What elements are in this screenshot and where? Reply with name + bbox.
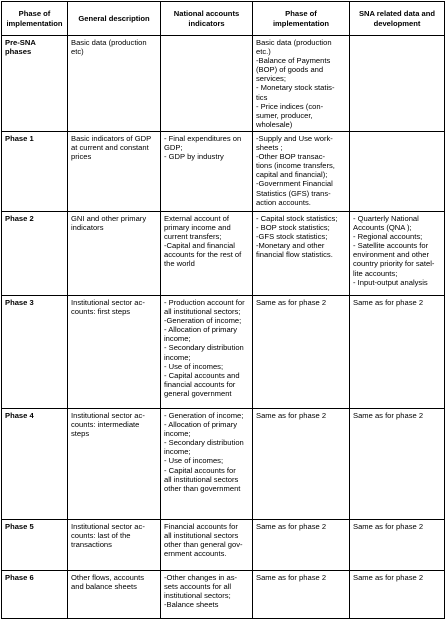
cell-line: - Secondary distribution [164,438,244,448]
cell-line: etc.) [256,47,271,57]
cell-line: - Final expenditures on [164,133,242,143]
table-row [2,295,445,408]
cell-line: Same as for phase 2 [353,297,424,307]
cell-line: -Government Financial [256,179,333,189]
phase-cell [2,131,68,211]
phase-cell [2,570,68,618]
header-general-description [68,2,161,36]
implementation-cell [253,519,350,570]
header-line: implementation [272,18,330,28]
cell-line: Accounts (QNA ); [353,223,412,233]
sna-related-cell [350,36,445,132]
cell-line: - Regional accounts; [353,232,423,242]
cell-line: income; [164,429,191,439]
cell-line: -Other changes in as- [164,572,238,582]
cell-line: counts: first steps [71,307,131,317]
cell-line: - GDP by industry [164,152,224,162]
cell-line: - Capital accounts and [164,370,240,380]
header-phase [2,2,68,36]
header-line: indicators [188,18,225,28]
cell-line: transactions [71,540,112,550]
sna-related-cell [350,131,445,211]
cell-line: Institutional sector ac- [71,297,145,307]
implementation-cell [253,211,350,295]
cell-line: - Monetary stock statis- [256,83,335,93]
cell-line: financial accounts for [164,379,236,389]
indicators-cell [161,36,253,132]
phase-cell [2,295,68,408]
cell-line: lite accounts; [353,268,398,278]
cell-line: - Use of incomes; [164,456,224,466]
general-description-cell [68,519,161,570]
general-description-cell [68,211,161,295]
cell-line: counts: last of the [71,531,131,541]
implementation-cell [253,570,350,618]
cell-line: phases [5,47,32,57]
sna-related-cell [350,570,445,618]
cell-line: country priority for satel- [353,259,435,269]
header-line: Phase of [285,9,317,19]
cell-line: Basic data (production [71,38,147,47]
cell-line: Phase 4 [5,410,34,420]
header-line: development [373,18,421,28]
cell-line: other than general gov- [164,540,243,550]
general-description-cell [68,131,161,211]
sna-related-cell [350,408,445,519]
cell-line: income; [164,334,191,344]
cell-line: Phase 1 [5,133,34,143]
implementation-cell [253,295,350,408]
cell-line: GNI and other primary [71,213,147,223]
header-line: SNA related data and [358,9,436,19]
general-description-cell [68,408,161,519]
sna-related-cell [350,211,445,295]
cell-line: environment and other [353,250,429,260]
cell-line: - Capital accounts for [164,465,236,475]
cell-line: Financial accounts for [164,521,238,531]
cell-line: Same as for phase 2 [256,410,327,420]
cell-line: -Supply and Use work- [256,133,333,143]
cell-line: Same as for phase 2 [353,572,424,582]
cell-line: wholesale) [256,119,293,129]
cell-line: tics [256,92,268,102]
cell-line: (BOP) of goods and [256,65,324,75]
indicators-cell [161,408,253,519]
cell-line: accounts for the rest of [164,250,242,260]
cell-line: -Balance of Payments [256,56,331,66]
table-row [2,519,445,570]
cell-line: Institutional sector ac- [71,521,145,531]
header-line: implementation [6,18,63,28]
cell-line: -Generation of income; [164,316,242,326]
cell-line: -Balance sheets [164,600,219,610]
table-row [2,408,445,519]
cell-line: - Use of incomes; [164,361,224,371]
implementation-cell [253,36,350,132]
header-row [2,2,445,36]
indicators-cell [161,519,253,570]
sna-related-cell [350,295,445,408]
phase-cell [2,36,68,132]
cell-line: prices [71,152,92,162]
cell-line: External account of [164,213,230,223]
cell-line: Basic data (production [256,38,332,47]
cell-line: tions (income transfers, [256,161,335,171]
cell-line: Same as for phase 2 [256,297,327,307]
cell-line: all institutional sectors; [164,307,241,317]
cell-line: -GFS stock statistics; [256,232,328,242]
indicators-cell [161,131,253,211]
phase-cell [2,211,68,295]
cell-line: sets accounts for all [164,582,232,592]
cell-line: sumer, producer, [256,110,313,120]
cell-line: all institutional sectors [164,474,239,484]
cell-line: - Secondary distribution [164,343,244,353]
table-row [2,131,445,211]
cell-line: Phase 5 [5,521,34,531]
table-row [2,570,445,618]
sna-phases-table [1,1,445,619]
cell-line: Same as for phase 2 [256,521,327,531]
cell-line: - Allocation of primary [164,325,238,335]
cell-line: all institutional sectors [164,531,239,541]
cell-line: - Input-output analysis [353,277,428,287]
cell-line: Phase 6 [5,572,34,582]
cell-line: Institutional sector ac- [71,410,145,420]
header-phase-implementation [253,2,350,36]
indicators-cell [161,570,253,618]
general-description-cell [68,295,161,408]
cell-line: Statistics (GFS) trans- [256,188,331,198]
cell-line: - Capital stock statistics; [256,213,338,223]
header-sna-related-data [350,2,445,36]
cell-line: -Capital and financial [164,241,235,251]
cell-line: Pre-SNA [5,38,36,47]
phase-cell [2,408,68,519]
cell-line: indicators [71,223,104,233]
table-row [2,211,445,295]
cell-line: current transfers; [164,232,222,242]
header-line: Phase of [18,9,51,19]
cell-line: Phase 2 [5,213,34,223]
indicators-cell [161,295,253,408]
cell-line: ernment accounts. [164,549,227,559]
cell-line: GDP; [164,143,183,153]
sna-related-cell [350,519,445,570]
cell-line: steps [71,429,90,439]
cell-line: general government [164,388,232,398]
cell-line: - Quarterly National [353,213,419,223]
implementation-cell [253,131,350,211]
header-line: National accounts [173,9,240,19]
cell-line: other than government [164,483,241,493]
cell-line: etc) [71,47,84,57]
general-description-cell [68,36,161,132]
cell-line: at current and constant [71,143,149,153]
cell-line: - Production account for [164,297,245,307]
cell-line: Same as for phase 2 [353,521,424,531]
cell-line: - BOP stock statistics; [256,223,330,233]
implementation-cell [253,408,350,519]
cell-line: - Generation of income; [164,410,244,420]
indicators-cell [161,211,253,295]
cell-line: - Price indices (con- [256,101,324,111]
cell-line: primary income and [164,223,231,233]
cell-line: institutional sectors; [164,591,231,601]
cell-line: income; [164,352,191,362]
cell-line: the world [164,259,195,269]
cell-line: services; [256,74,286,84]
header-national-accounts-indicators [161,2,253,36]
cell-line: Same as for phase 2 [353,410,424,420]
cell-line: counts: intermediate [71,420,140,430]
cell-line: financial flow statistics. [256,250,333,260]
cell-line: income; [164,447,191,457]
general-description-cell [68,570,161,618]
cell-line: action accounts. [256,197,311,207]
table-row [2,36,445,132]
cell-line: - Allocation of primary [164,420,238,430]
cell-line: sheets ; [256,143,283,153]
cell-line: Basic indicators of GDP [71,133,152,143]
cell-line: capital and financial); [256,170,328,180]
cell-line: Other flows, accounts [71,572,145,582]
phase-cell [2,519,68,570]
cell-line: Same as for phase 2 [256,572,327,582]
cell-line: -Monetary and other [256,241,325,251]
cell-line: and balance sheets [71,582,137,592]
cell-line: -Other BOP transac- [256,152,326,162]
cell-line: - Satellite accounts for [353,241,429,251]
header-line: General description [78,13,150,23]
cell-line: Phase 3 [5,297,34,307]
table-body [2,36,445,619]
